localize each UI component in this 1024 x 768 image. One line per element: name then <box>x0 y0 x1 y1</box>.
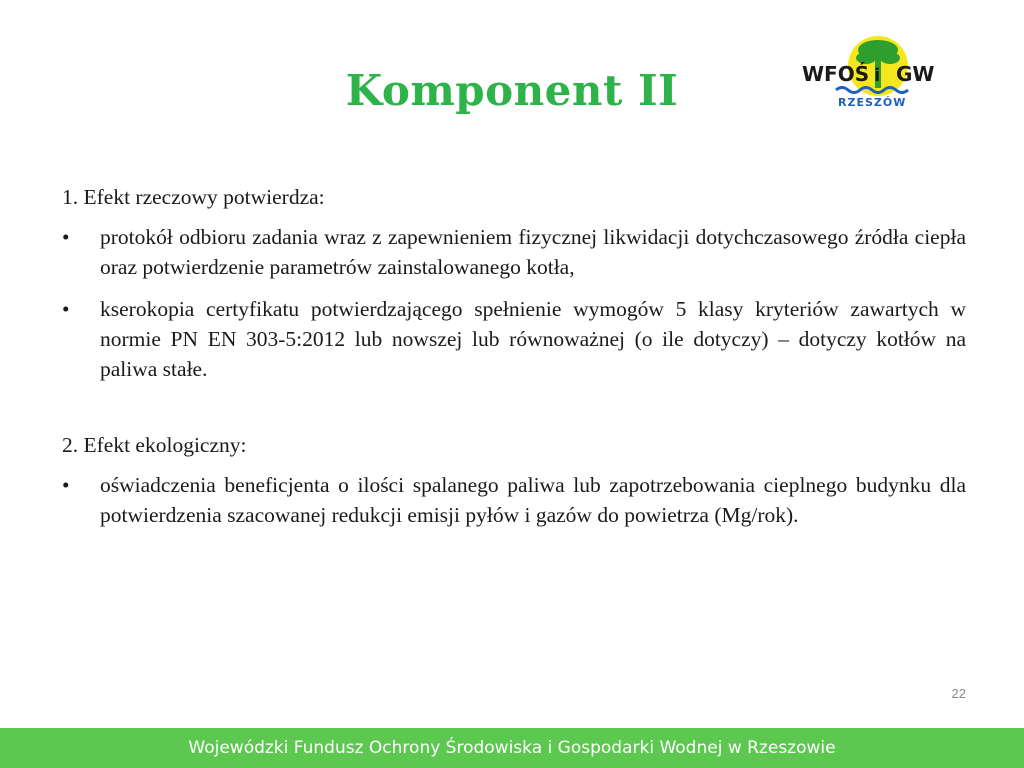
slide-content <box>62 182 966 542</box>
list-item-text: kserokopia certyfikatu potwierdzającego spełnienie wymogów 5 klasy kryteriów zawartych w normie PN EN 303-5:2012 lub nowszej lub równoważnej (o ile dotyczy) – dotyczy kotłów na paliwa stałe. <box>100 297 966 381</box>
footer-bar <box>0 728 1024 768</box>
footer-text: Wojewódzki Fundusz Ochrony Środowiska i Gospodarki Wodnej w Rzeszowie <box>188 738 836 758</box>
section-heading-ekologiczny: 2. Efekt ekologiczny: <box>62 433 247 457</box>
list-item <box>62 294 966 384</box>
bullet-icon: • <box>62 225 70 249</box>
logo-text-right: GW <box>896 62 935 86</box>
logo-text-middle: i <box>874 65 881 86</box>
logo-text-left: WFOŚ <box>802 62 870 86</box>
page-number: 22 <box>951 686 966 701</box>
bullet-list-ekologiczny <box>62 470 966 530</box>
slide-title: Komponent II <box>345 66 679 115</box>
list-item-text: oświadczenia beneficjenta o ilości spalanego paliwa lub zapotrzebowania cieplnego budynku dla potwierdzenia szacowanej redukcji emisji pyłów i gazów do powietrza (Mg/rok). <box>100 473 966 527</box>
section-heading-rzeczowy: 1. Efekt rzeczowy potwierdza: <box>62 185 325 209</box>
list-item <box>62 470 966 530</box>
list-item-text: protokół odbioru zadania wraz z zapewnieniem fizycznej likwidacji dotychczasowego źródła ciepła oraz potwierdzenie parametrów zainstalowanego kotła, <box>100 225 966 279</box>
list-item <box>62 222 966 282</box>
bullet-list-rzeczowy <box>62 222 966 384</box>
bullet-icon: • <box>62 297 70 321</box>
bullet-icon: • <box>62 473 70 497</box>
logo-text-city: RZESZÓW <box>838 96 907 109</box>
